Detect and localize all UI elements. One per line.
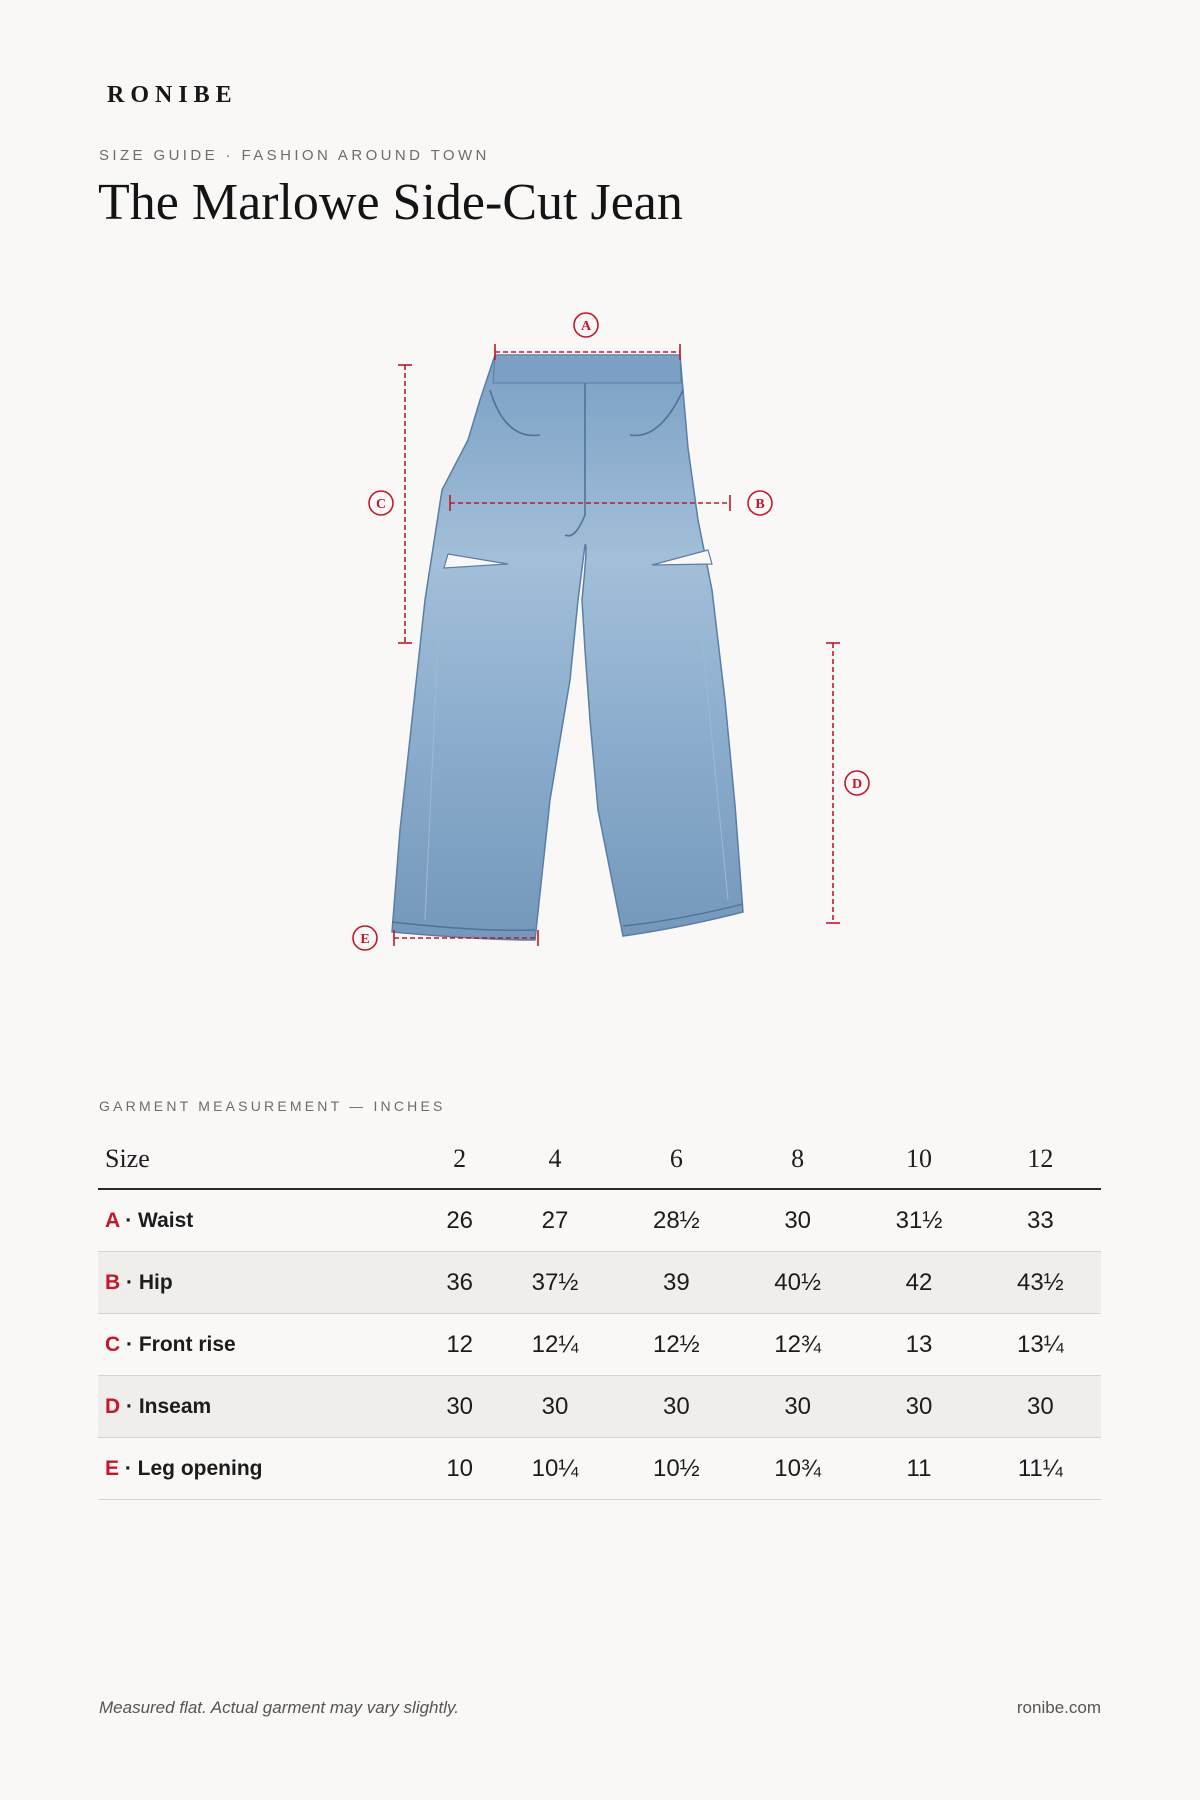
table-cell: 12 xyxy=(425,1314,494,1376)
table-cell: 12¼ xyxy=(494,1314,615,1376)
row-label xyxy=(98,1438,425,1500)
table-cell: 30 xyxy=(494,1376,615,1438)
size-header: 4 xyxy=(494,1130,615,1189)
table-row-front-rise xyxy=(98,1314,1101,1376)
size-header: 12 xyxy=(980,1130,1101,1189)
table-cell: 42 xyxy=(858,1252,979,1314)
row-name: · Hip xyxy=(120,1270,173,1294)
table-cell: 30 xyxy=(980,1376,1101,1438)
footnote: Measured flat. Actual garment may vary slightly. xyxy=(99,1698,459,1717)
table-cell: 28½ xyxy=(616,1189,737,1252)
site-link[interactable]: ronibe.com xyxy=(1016,1698,1101,1717)
table-cell: 36 xyxy=(425,1252,494,1314)
table-cell: 10¾ xyxy=(737,1438,858,1500)
table-cell: 31½ xyxy=(858,1189,979,1252)
jeans-diagram xyxy=(330,300,890,980)
table-cell: 30 xyxy=(737,1189,858,1252)
marker-e-label: E xyxy=(360,932,370,947)
row-letter: A xyxy=(105,1208,120,1232)
table-cell: 30 xyxy=(425,1376,494,1438)
table-cell: 10½ xyxy=(616,1438,737,1500)
table-cell: 39 xyxy=(616,1252,737,1314)
table-cell: 30 xyxy=(616,1376,737,1438)
table-cell: 30 xyxy=(737,1376,858,1438)
table-cell: 13¼ xyxy=(980,1314,1101,1376)
jeans-illustration xyxy=(392,355,743,940)
row-label xyxy=(98,1314,425,1376)
row-label xyxy=(98,1252,425,1314)
table-row-hip xyxy=(98,1252,1101,1314)
row-letter: D xyxy=(105,1394,121,1418)
table-cell: 12¾ xyxy=(737,1314,858,1376)
page-kicker: SIZE GUIDE · FASHION AROUND TOWN xyxy=(99,147,490,164)
marker-a-label: A xyxy=(580,319,592,334)
table-cell: 27 xyxy=(494,1189,615,1252)
size-header: 6 xyxy=(616,1130,737,1189)
size-header: 8 xyxy=(737,1130,858,1189)
measure-line-c xyxy=(369,365,412,643)
page-title: The Marlowe Side-Cut Jean xyxy=(98,174,683,231)
table-cell: 37½ xyxy=(494,1252,615,1314)
table-cell: 33 xyxy=(980,1189,1101,1252)
size-header: 2 xyxy=(425,1130,494,1189)
row-label xyxy=(98,1189,425,1252)
marker-c-label: C xyxy=(375,497,387,512)
measure-line-d xyxy=(826,643,869,923)
table-cell: 12½ xyxy=(616,1314,737,1376)
size-table xyxy=(98,1130,1101,1500)
table-cell: 40½ xyxy=(737,1252,858,1314)
jeans-diagram-svg xyxy=(330,300,890,980)
table-cell: 30 xyxy=(858,1376,979,1438)
marker-d-label: D xyxy=(851,777,863,792)
table-cell: 26 xyxy=(425,1189,494,1252)
table-cell: 43½ xyxy=(980,1252,1101,1314)
row-name: · Inseam xyxy=(120,1394,212,1418)
table-cell: 10 xyxy=(425,1438,494,1500)
table-title: GARMENT MEASUREMENT — INCHES xyxy=(99,1098,446,1114)
row-name: · Front rise xyxy=(120,1332,236,1356)
table-cell: 10¼ xyxy=(494,1438,615,1500)
table-cell: 11¼ xyxy=(980,1438,1101,1500)
table-cell: 13 xyxy=(858,1314,979,1376)
marker-b-label: B xyxy=(755,497,765,512)
size-header-label: Size xyxy=(98,1130,425,1189)
row-name: · Waist xyxy=(119,1208,194,1232)
brand-logo: RONIBE xyxy=(107,82,238,108)
row-letter: E xyxy=(105,1456,120,1480)
measure-line-a xyxy=(495,313,680,360)
size-header: 10 xyxy=(858,1130,979,1189)
row-letter: C xyxy=(105,1332,121,1356)
row-letter: B xyxy=(105,1270,121,1294)
table-cell: 11 xyxy=(858,1438,979,1500)
table-row-waist xyxy=(98,1189,1101,1252)
table-row-leg-opening xyxy=(98,1438,1101,1500)
table-header-row xyxy=(98,1130,1101,1189)
row-name: · Leg opening xyxy=(119,1456,263,1480)
row-label xyxy=(98,1376,425,1438)
table-row-inseam xyxy=(98,1376,1101,1438)
